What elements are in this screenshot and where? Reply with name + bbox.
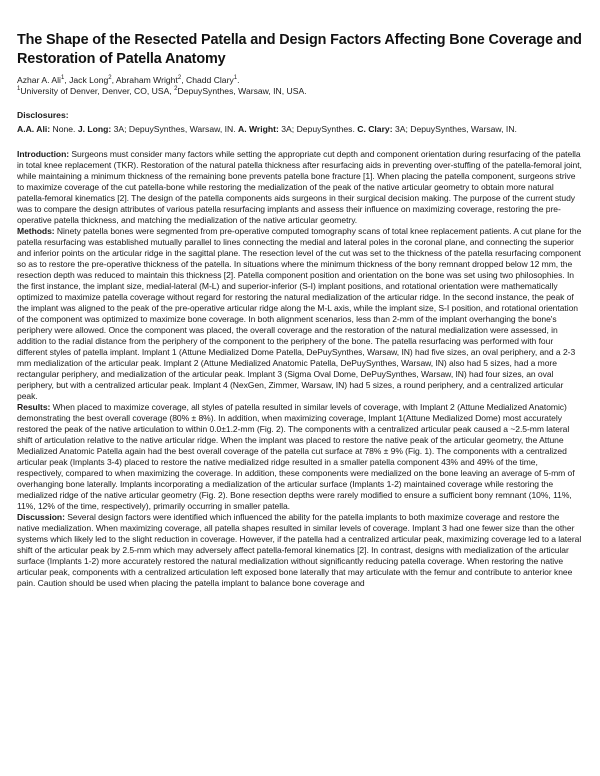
disclosures-heading: Disclosures: [17,110,69,120]
affiliation-sup: 2 [174,86,178,93]
disclosure-text: None. [50,124,78,134]
author-sup: 2 [177,75,182,82]
affiliation-sup: 1 [17,86,21,93]
author-name: Jack Long [69,75,109,85]
author-sup: 1 [60,75,65,82]
introduction-text: Surgeons must consider many factors while setting the appropriate cut depth and component orientation during resurfacing of the patella in total knee replacement (TKR). Restoration of the natural patella thickness after resurfacing aids in preventing over-stuffing of the patella-femoral joint, while maintaining a minimum thickness of the remaining bone prevents patella bone fracture [1]. When placing the patella component, surgeons strive to maximize coverage of the cut patella-bone while restoring the medialization of the peak of the native articular geometry to obtain more natural patella-femoral kinematics [2]. The design of the patella components aids surgeons in their surgical decision making. The purpose of the current study was to compare the design attributes of various patella resurfacing implants and assess their influence on maximizing coverage, restoring the pre-operative patella thickness, and matching the medialization of the native articular geometry. [17,149,582,225]
paper-title: The Shape of the Resected Patella and Design Factors Affecting Bone Coverage and Restoration of Patella Anatomy [17,32,582,67]
author-name: Azhar A. Ali [17,75,61,85]
disclosure-name: J. Long: [77,124,112,134]
author-list: Azhar A. Ali$^1$, Jack Long$^2$, Abraham Wright$^2$, Chadd Clary$^1$. [17,75,240,85]
discussion-label: Discussion: [17,512,65,522]
disclosure-text: 3A; DepuySynthes, Warsaw, IN. [111,124,238,134]
disclosure-name: C. Clary: [357,124,393,134]
results-label: Results: [17,402,51,412]
author-name: Chadd Clary [185,75,234,85]
abstract-body [17,149,583,589]
author-name: Abraham Wright [115,75,178,85]
disclosure-text: 3A; DepuySynthes. [278,124,358,134]
introduction-paragraph [17,149,583,226]
results-text: When placed to maximize coverage, all styles of patella resulted in similar levels of coverage, with Implant 2 (Attune Medialized Anatomic) demonstrating the best overall coverage (80% ± 8%). In addition, when maximizing coverage, Implant 1(Attune Medialized Dome) most accurately restored the peak of the native articulation to within 0.0±1.2-mm (Fig. 2). The components with a centralized articular peak caused a ~2.5-mm lateral shift of articulation relative to the native articular ridge. When the implant was placed to restore the native peak of the articular geometry, the Attune Medialized Anatomic Patella again had the best overall coverage of the patella cut surface at 78% ± 9% (Fig. 1). The components with a centralized articular peak (Implants 3-4) placed to restore the native medialized ridge resulted in a smaller patella component 43% and 49% of the time, respectively, compared to when maximizing the coverage. In addition, these components were medialized on the bone leaving an average of 5-mm of overhanging bone laterally. Implants incorporating a medialization of the articular surface (Implants 1-2) maintained coverage while restoring the medialized ridge of the native articular geometry (Fig. 2). Bone resection depths were rarely modified to ensure a sufficient bony remnant (10%, 11%, 11%, 12% of the time, respectively), primarily occurring in smaller patella. [17,402,575,511]
discussion-text: Several design factors were identified which influenced the ability for the patella implants to both maximize coverage and restore the native medialization. When maximizing coverage, all patella shapes resulted in similar levels of coverage. Implant 3 had one fewer size than the other systems which likely led to the slight reduction in coverage. However, if the patella had a centralized articular peak, maximizing coverage led to a lateral shift of the articular peak by 2.5-mm which may adversely affect patella-femoral kinematics [2]. In contrast, designs with medialization of the articular surface (Implants 1-2) more accurately restored the natural medialization without significantly reducing patella coverage. When restoring the native articular peak, components with a centralized articulation left exposed bone laterally that may articulate with the femur and contribute to anterior knee pain. Caution should be used when placing the patella implant to balance bone coverage and [17,512,582,588]
introduction-label: Introduction: [17,149,70,159]
discussion-paragraph [17,512,583,589]
methods-label: Methods: [17,226,55,236]
methods-text: Ninety patella bones were segmented from pre-operative computed tomography scans of total knee replacement patients. A cut plane for the patella resurfacing was established mutually parallel to lines connecting the medial and lateral poles in the coronal plane, and connecting the superior and inferior points on the articular ridge in the sagittal plane. The resection level of the cut was set to the thickness of the patella resurfacing component so as to restore the pre-operative thickness of the patella. In situations where the minimum thickness of the bony remnant dropped below 12 mm, the resection depth was reduced to maintain this thickness [2]. Patella component position and orientation on the bone was set using two philosophies. In the first instance, the implant size, medial-lateral (M-L) and superior-inferior (S-I) implant positions, and rotational orientation were mathematically optimized to maximize patella coverage without regard for restoring the natural medialization of the articular ridge. In the second instance, the peak of the implant was aligned to the peak of the pre-operative articular ridge along the M-L axis, while the implant size, S-I position, and rotational orientation of the component was optimized to maximize bone coverage. In both alignment scenarios, less than 2-mm of the implant overhanging the bone's periphery were allowed. Once the component was placed, the overall coverage and the restoration of the natural medialization were assessed, in addition to the radial distance from the periphery of the component to the periphery of the bone. The patella resurfacing was performed with four different styles of patella implant. Implant 1 (Attune Medialized Dome Patella, DePuySynthes, Warsaw, IN) had five sizes, an oval periphery, and a 2-3 mm medialization of the articular peak. Implant 2 (Attune Medialized Anatomic Patella, DePuySynthes, Warsaw, IN) also had 5 sizes, had a more rectangular periphery, and medialization of the articular peak. Implant 3 (Sigma Oval Dome, DePuySynthes, Warsaw, IN) had four sizes, an oval periphery, but with a centralized articular peak. Implant 4 (NexGen, Zimmer, Warsaw, IN) had 5 sizes, a round periphery, and a centralized articular peak. [17,226,582,401]
disclosure-name: A.A. Ali: [17,124,51,134]
author-sup: 1 [233,75,238,82]
author-sup: 2 [108,75,112,82]
affiliation-2: DepuySynthes, Warsaw, IN, USA. [177,86,307,96]
disclosure-text: 3A; DepuySynthes, Warsaw, IN. [392,124,517,134]
results-paragraph [17,402,583,512]
disclosure-name: A. Wright: [237,124,279,134]
disclosures [17,124,583,135]
affiliations [17,86,583,97]
methods-paragraph [17,226,583,402]
affiliation-1: University of Denver, Denver, CO, USA, [20,86,175,96]
